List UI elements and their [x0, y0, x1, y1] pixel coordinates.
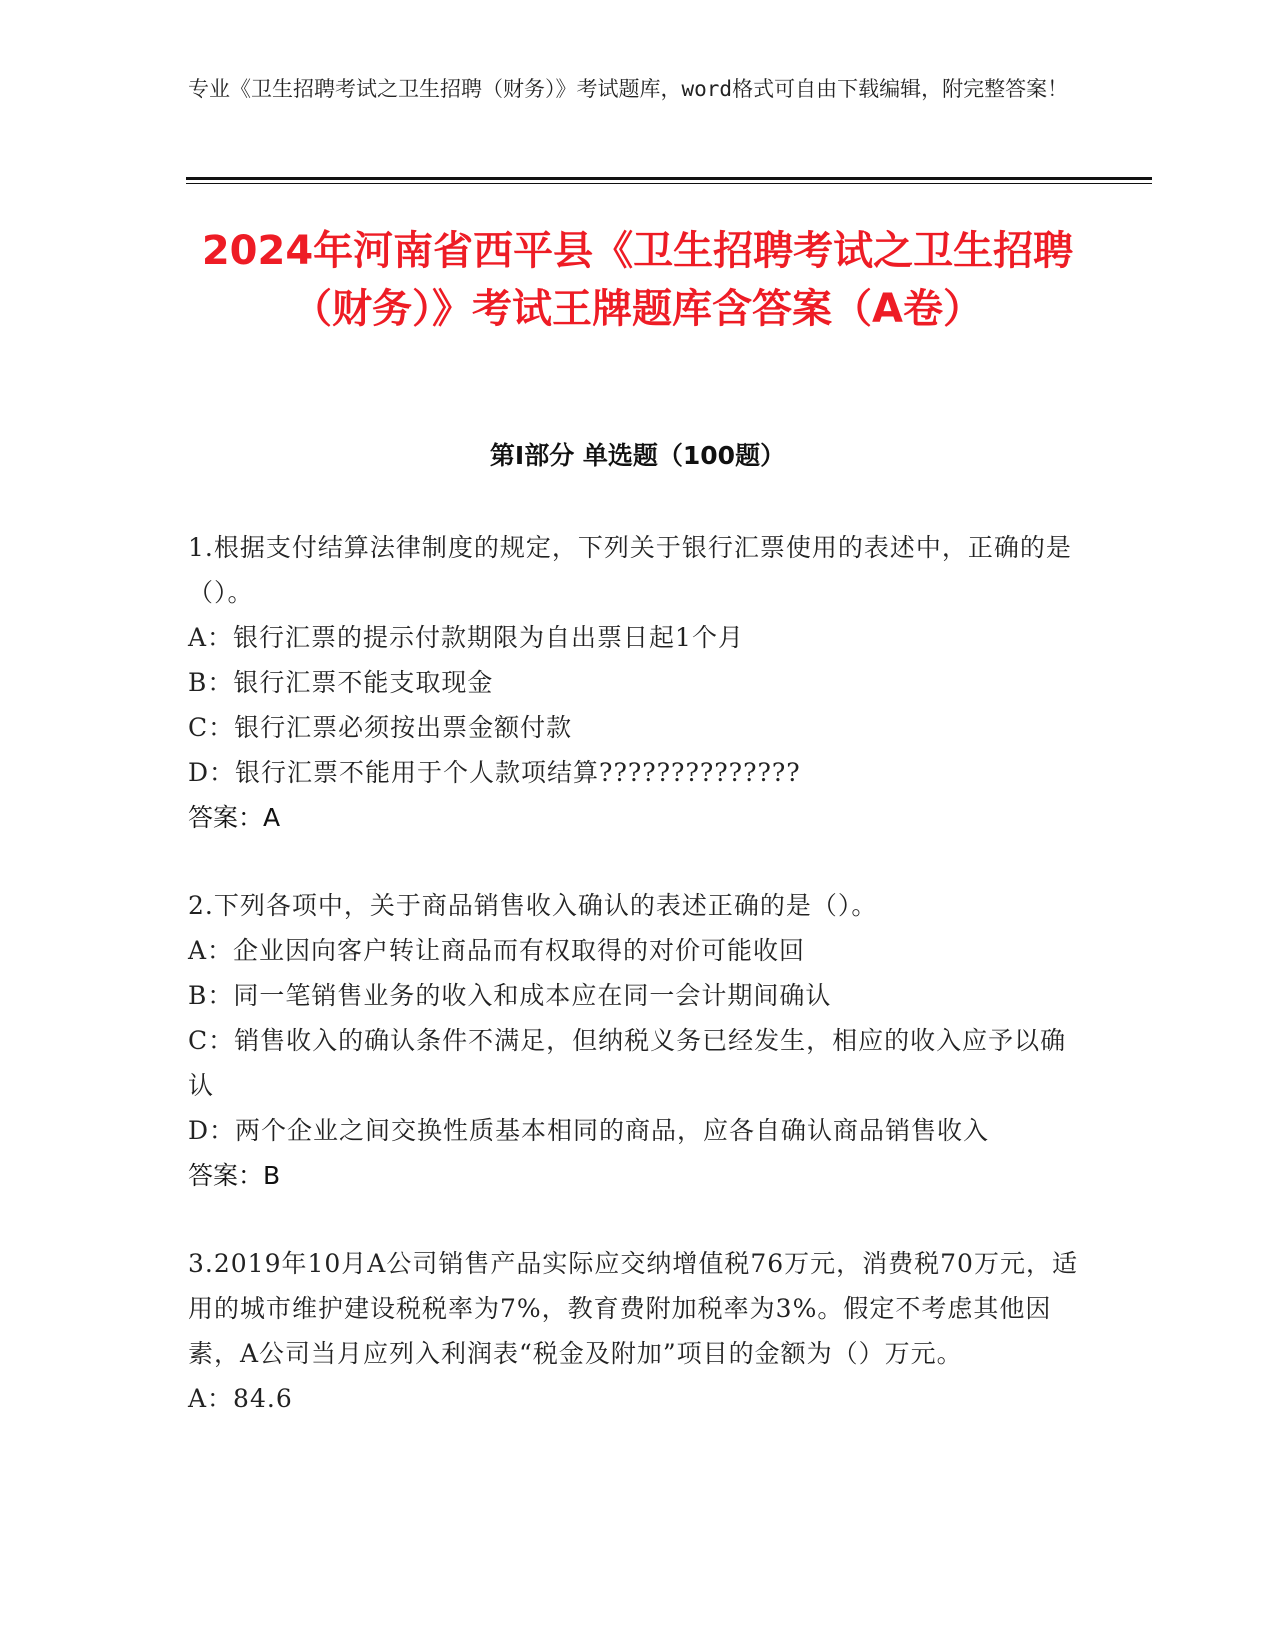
option-a: A：企业因向客户转让商品而有权取得的对价可能收回 — [188, 936, 806, 965]
question-stem: 3.2019年10月A公司销售产品实际应交纳增值税76万元，消费税70万元，适用的城市维护建设税税率为7%，教育费附加税率为3%。假定不考虑其他因素，A公司当月应列入利润表“税金及附加”项目的金额为（）万元。 — [188, 1249, 1078, 1368]
question-list — [188, 525, 1088, 1464]
option-b: B：同一笔销售业务的收入和成本应在同一会计期间确认 — [188, 981, 832, 1010]
answer-line: 答案：B — [188, 1161, 281, 1190]
question-stem: 1.根据支付结算法律制度的规定，下列关于银行汇票使用的表述中，正确的是（）。 — [188, 533, 1072, 607]
option-d: D：银行汇票不能用于个人款项结算?????????????? — [188, 758, 801, 787]
question-1 — [188, 525, 1088, 840]
question-3 — [188, 1241, 1088, 1421]
option-c: C：销售收入的确认条件不满足，但纳税义务已经发生，相应的收入应予以确认 — [188, 1026, 1067, 1100]
option-list — [188, 928, 1088, 1153]
header-rule-thick — [186, 177, 1152, 180]
option-list — [188, 1376, 1088, 1421]
option-a: A：银行汇票的提示付款期限为自出票日起1个月 — [188, 623, 744, 652]
option-a: A：84.6 — [188, 1384, 293, 1413]
option-list — [188, 615, 1088, 795]
option-d: D：两个企业之间交换性质基本相同的商品，应各自确认商品销售收入 — [188, 1116, 990, 1145]
header-note: 专业《卫生招聘考试之卫生招聘（财务）》考试题库，word格式可自由下载编辑，附完整答案！ — [188, 77, 1069, 101]
question-2 — [188, 883, 1088, 1198]
option-c: C：银行汇票必须按出票金额付款 — [188, 713, 573, 742]
option-b: B：银行汇票不能支取现金 — [188, 668, 494, 697]
section-title: 第I部分 单选题（100题） — [489, 441, 786, 470]
document-title: 2024年河南省西平县《卫生招聘考试之卫生招聘（财务）》考试王牌题库含答案（A卷） — [201, 228, 1074, 332]
question-stem: 2.下列各项中，关于商品销售收入确认的表述正确的是（）。 — [188, 891, 878, 920]
answer-line: 答案：A — [188, 803, 281, 832]
header-rule-thin — [186, 183, 1152, 184]
